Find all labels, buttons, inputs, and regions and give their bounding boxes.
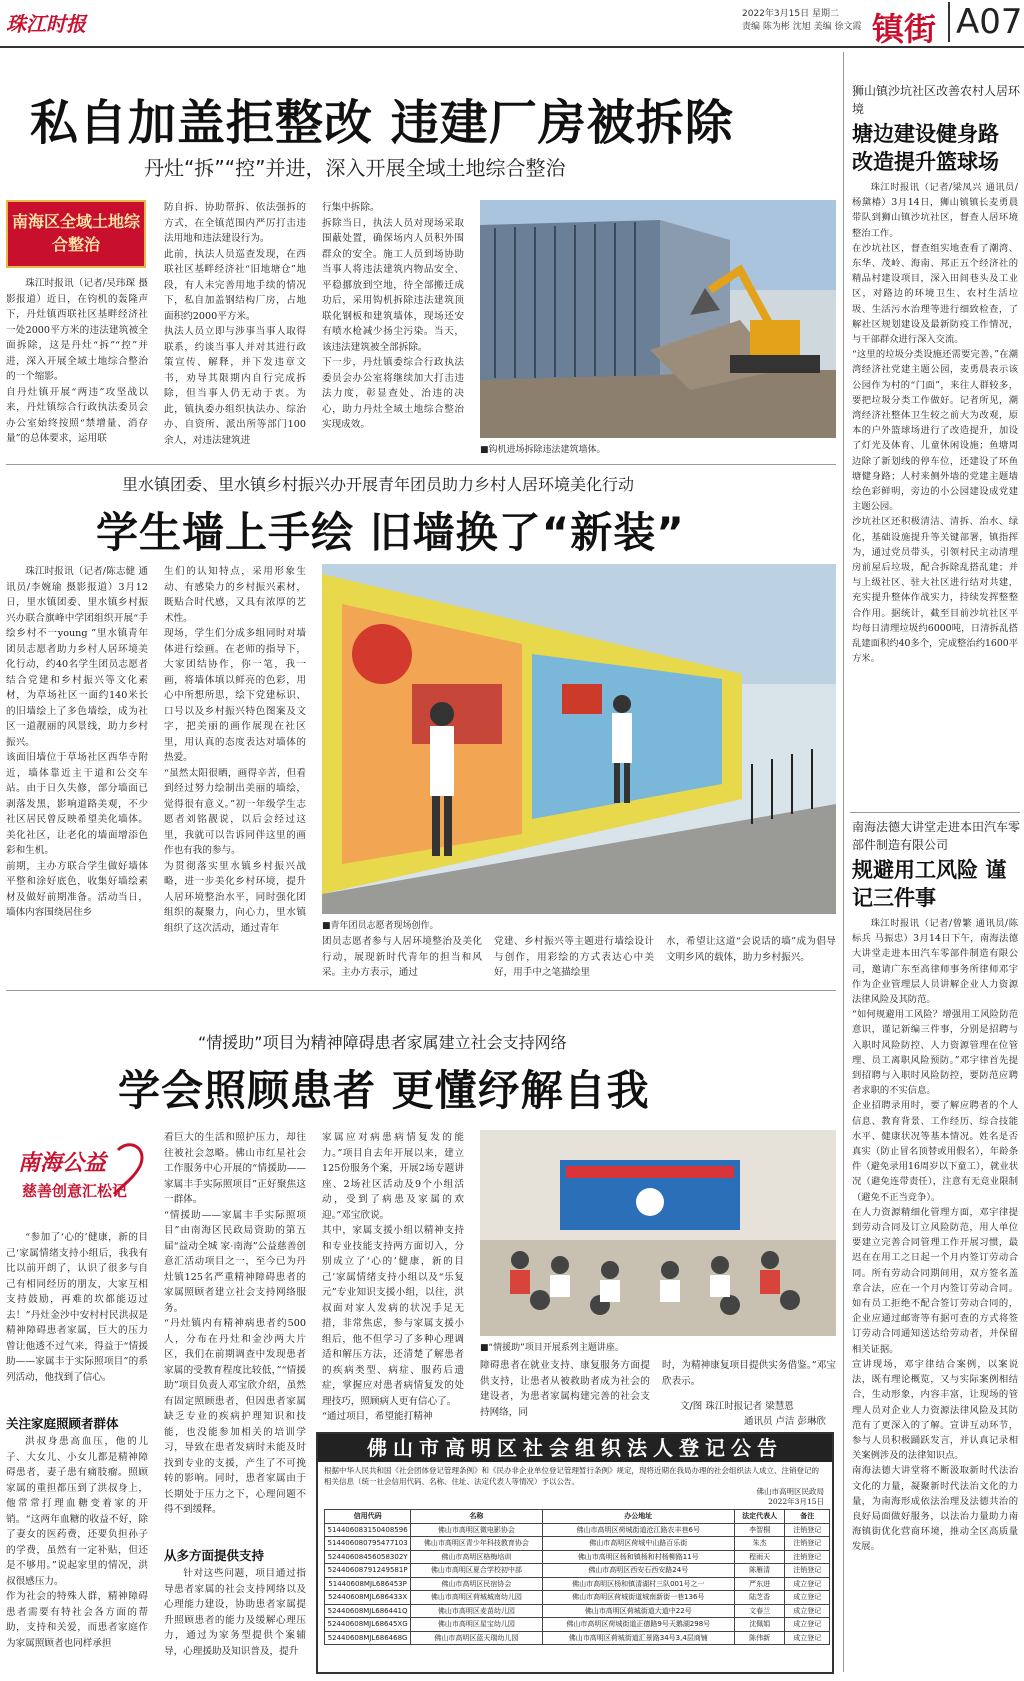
notice-table-row — [325, 1604, 830, 1618]
editor-credits: 责编 陈为彬 沈旭 美编 徐文霞 — [742, 22, 862, 32]
cell-code: 51440608MJL686453P — [325, 1577, 411, 1591]
story1-headline: 私自加盖拒整改 违建厂房被拆除 — [30, 95, 734, 151]
story3-column-3 — [322, 1130, 464, 1426]
notice-table — [324, 1509, 830, 1645]
story3-bottom-1 — [480, 1358, 650, 1428]
story3-subheading-2: 从多方面提供支持 — [164, 1548, 265, 1563]
page-number: A07 — [948, 2, 1023, 42]
cell-name: 佛山市高明区青少年科技教育协会 — [411, 1537, 543, 1551]
story3-column-2 — [164, 1130, 306, 1515]
header-name: 名称 — [411, 1510, 543, 1524]
demolition-scene-illustration — [480, 200, 836, 438]
story2-kicker: 里水镇团委、里水镇乡村振兴办开展青年团员助力乡村人居环境美化行动 — [122, 475, 635, 494]
charity-logo-title: 南海公益 — [18, 1150, 107, 1176]
story3-headline: 学会照顾患者 更懂纾解自我 — [118, 1066, 650, 1115]
story3-credit-2: 通讯员 卢洁 彭琳欣 — [744, 1416, 827, 1427]
story3-column-3-text: 家属应对病患病情复发的能力。”项目自去年开展以来，建立125份服务个案，开展2场专题讲座、2场社区活动及9个小组活动，受到了病患及家属的欢迎。”邓宝欣说。 其中，家属支援小组以精神支持和专业技能支持两方面切入，分别成立了‘心的’健康，新的目己’家属情绪支持小组以及“乐复元”专业知识支援小组，以往，洪叔面对家人发病的状况手足无措，非常焦虑，参与家属支援小组后，他不但学习了多种心理调适和解压方法，还清楚了解患者的疾病类型、病症、服药后遗症，掌握应对患者病情复发的处理技巧，照顾病人更有信心了。 “通过项目，希望能打精神 — [322, 1132, 464, 1422]
cell-name: 佛山市高明区格梅培训 — [411, 1550, 543, 1564]
story3-subheading-1: 关注家庭照顾者群体 — [6, 1416, 119, 1431]
story2-column-2 — [164, 564, 306, 978]
story2-bottom-2-text: 党建、乡村振兴等主题进行墙绘设计与创作，用彩绘的方式表达心中美好，用手中之笔描绘里 — [494, 936, 654, 978]
registration-notice — [316, 1432, 834, 1674]
charity-logo — [14, 1138, 150, 1210]
sidebar-story1-kicker: 狮山镇沙坑社区改善农村人居环境 — [852, 84, 1021, 116]
story1-column-2-text: 防自拆、协助帮拆、依法强拆的方式，在全镇范围内严厉打击违法用地和违法建设行为。 此前，执法人员巡查发现，在西联社区基畔经济社“旧地塘仓”地段，有人未完善用地手续的情况下，私自加盖钢结构厂房，占地面积约2000平方米。 执法人员立即与涉事当事人取得联系，约谈当事人并对其进行政策宣传、解释，并下发违章文书，劝导其限期内自行完成拆除，但当事人仍无动于衷。为此，镇执委办组织执法办、综治办、自资所、派出所等部门100余人，对违法建筑进 — [164, 202, 306, 446]
section-name: 镇街 — [872, 10, 937, 48]
cell-code: 52440608MJL68645XG — [325, 1618, 411, 1632]
story3-column-1b — [6, 1434, 148, 1674]
story2-bottom-3 — [666, 934, 836, 982]
cell-address: 佛山市高明区荷城街道汇景路34号3,4层商铺 — [542, 1631, 734, 1645]
story2-headline: 学生墙上手绘 旧墙换了“新装” — [96, 508, 685, 557]
story3-lecture-photo — [480, 1130, 836, 1336]
cell-address: 佛山市高明区杨和镇清湖村三队001号之一 — [542, 1577, 734, 1591]
sidebar-story2-body — [852, 916, 1018, 1674]
sidebar-story1-body-text: 珠江时报讯（记者/梁凤兴 通讯员/杨黛椿）3月14日，狮山镇镇长麦勇晨带队到狮山镇沙坑社区，督查人居环境整治工作。 在沙坑社区，督查组实地查看了潮湾、东华、茂岭、海南、邦正五个经济社的精品村建设项目，深入田间巷头及工业区，对路边的环境卫生、农村生活垃圾、生活污水治理等进行细致检查，了解社区规划建设及最新防疫工作情况，与干部群众进行深入交流。 “这里的垃圾分类设施还需要完善，”在潮湾经济社党建主题公园，麦勇晨表示该公园作为村的“门面”，来往人群较多，要把垃圾分类工作做好。记者所见，潮湾经济社整体卫生较之前大为改观，原本的户外篮球场进行了改造提升，加设了灯光及体育、儿童休闲设施；鱼塘周边除了新划线的停车位，还建设了环鱼塘健身路；人村来侧外墙的党建主题墙绘色彩鲜明，旁边的小公园建设成党建主题公园。 沙坑社区还积极清洁、清拆、治水、绿化，基础设施提升等关键部署，镇指挥为，通过党员带头，引领村民主动清理房前屋后垃圾，配合拆除乱搭乱建；并与上级社区、驻大社区进行结对共建，充实提升整体作战实力，持续发挥整整合作用。据统计，截至目前沙坑社区平均每日清理垃圾约6000吨，日清拆乱搭乱建面积约40多个，完成整治约1600平方米。 — [852, 182, 1018, 665]
story-separator — [6, 464, 836, 465]
story1-column-2 — [164, 200, 306, 456]
cell-code: 52440608791249581P — [325, 1564, 411, 1578]
cell-rep: 李智桐 — [734, 1523, 785, 1537]
story-separator — [6, 990, 836, 991]
story1-photo-caption: ■钩机进场拆除违法建筑墙体。 — [480, 445, 606, 455]
cell-note: 注销登记 — [785, 1550, 830, 1564]
cell-note: 成立登记 — [785, 1631, 830, 1645]
cell-code: 52440608456058302Y — [325, 1550, 411, 1564]
story3-photo-caption: ■“情援助”项目开展系列主题讲座。 — [480, 1343, 624, 1353]
cell-note: 成立登记 — [785, 1604, 830, 1618]
cell-address: 佛山市高明区荷城中山路百乐街 — [542, 1537, 734, 1551]
sidebar-story2-body-text: 珠江时报讯（记者/曾繁 通讯员/陈标兵 马振忠）3月14日下午，南海法德大讲堂走进本田汽车零部件制造有限公司，邀请广东至高律师事务所律师邓宇作为企业管理层人员讲解企业人力资源法律风险及其防范。 “如何规避用工风险？增强用工风险防范意识，谨记新编三件事，分别是招聘与入职时风险防控、人力资源管理在位管理、员工离职风险预防。”邓宇律首先提到招聘与入职时风险防控，要防范应聘者求职的不实信息。 企业招聘录用时，要了解应聘者的个人信息、教育背景、工作经历、综合技能水平、健康状况等基本情况。姓名是否真实（防止冒名顶替或用假名），年龄条件（避免录用16周岁以下童工），就业状况（避免连带责任），注意有无竞业限制（避免不正当竞争）。 在人力资源精细化管理方面，邓宇律提到劳动合同及订立风险防范，用人单位要建立完善合同管理工作开展习惯，最迟在在用工之日起一个月内签订劳动合同。所有劳动合同期间用，双方签名盖章合法，应在一个月内签订劳动合同。如有员工拒绝不配合签订劳动合同的，企业应通过邮寄等有据可查的方式将签订劳动合同通知送达给劳动者，并保留相关证据。 宣讲现场，邓宇律结合案例，以案说法，既有理论概览，又与实际案例相结合，生动形象，内容丰富，让现场的管理人员对企业人力资源法律风险及其防范有了更深入的了解。宣讲互动环节，参与人员积极踊跃发言，并认真记录相关案例涉及的法律知识点。 南海法德大讲堂将不断汲取新时代法治文化的力量，凝聚新时代法治文化的力量，为南海形成依法治理及法德共治的良好局面做好服务，以法治力量助力南海镇街优化营商环境，推动全区高质量发展。 — [852, 918, 1018, 1553]
notice-title: 佛山市高明区社会组织法人登记公告 — [318, 1434, 832, 1462]
story1-column-1-text: 珠江时报讯（记者/吴玮琛 摄影报道）近日，在钧机的轰隆声下，丹灶镇西联社区基畔经济社一处2000平方米的违法建筑被全面拆除，这是丹灶“拆”“控”并进，深入开展全域土地综合整治的一个缩影。 自丹灶镇开展“两违”攻坚战以来，丹灶镇综合行政执法委员会办公室始终按照“禁增量、消存量”的总体要求，运用联 — [6, 278, 148, 444]
cell-code: 51440608079547710​3 — [325, 1537, 411, 1551]
story2-bottom-1 — [322, 934, 482, 982]
story2-bottom-2 — [494, 934, 654, 982]
cell-note: 注销登记 — [785, 1564, 830, 1578]
charity-logo-subtitle: 慈善创意汇松记 — [22, 1182, 128, 1200]
sidebar-story1-body — [852, 180, 1018, 740]
notice-table-row — [325, 1537, 830, 1551]
cell-rep: 陈雁清 — [734, 1564, 785, 1578]
cell-address: 佛山市高明区西安石西安路24号 — [542, 1564, 734, 1578]
story2-mural-photo — [322, 564, 836, 914]
story3-bottom-2-text: 时，为精神康复项目提供实务借鉴。”邓宝欣表示。 — [662, 1360, 836, 1387]
newspaper-logo: 珠江时报 — [6, 12, 86, 36]
story3-bottom-2 — [662, 1358, 836, 1392]
notice-intro: 根据中华人民共和国《社会团体登记管理条例》和《民办非企业单位登记管理暂行条例》规定，现将近期在我局办理的社会组织法人成立、注销登记的相关信息（统一社会信用代码、名称、住址、法定代表人等情况）予以公告。 — [324, 1466, 819, 1486]
cell-address: 佛山市高明区荷城街道沧江路农丰巷6号 — [542, 1523, 734, 1537]
story2-photo-caption: ■青年团员志愿者现场创作。 — [322, 921, 439, 931]
story2-column-2-text: 生们的认知特点，采用形象生动、有感染力的乡村振兴素材，既贴合时代感，又具有浓厚的艺术性。 现场，学生们分成多组同时对墙体进行绘画。在老师的指导下，大家团结协作，你一笔，我一画，将墙体填以鲜亮的色彩，用心中所想所思，绘下党建标识、口号以及乡村振兴特色图案及文字，把美丽的画作展现在社区里，用认真的态度表达对墙体的热爱。 “虽然太阳很晒，画得辛苦，但看到经过努力绘制出美丽的墙绘，觉得很有意义。”初一年级学生志愿者刘铭靓说，以后会经过这里，我就可以告诉同伴这里的画作也有我的参与。 为贯彻落实里水镇乡村振兴战略，进一步美化乡村环境，提升人居环境整治水平，同时强化团组织的凝聚力，向心力，里水镇组织了这次活动，通过青年 — [164, 566, 306, 934]
cell-note: 成立登记 — [785, 1591, 830, 1605]
story3-column-2b-text: 针对这些问题，项目通过指导患者家属的社会支持网络以及心理能力建设，协助患者家属提升照顾患者的能力及缓解心理压力，通过为家务型提供个案辅导，心理援助及知识普及，提升 — [164, 1568, 306, 1657]
cell-rep: 朱杰 — [734, 1537, 785, 1551]
cell-rep: 陆芝香 — [734, 1591, 785, 1605]
story1-column-1 — [6, 276, 148, 456]
notice-table-row — [325, 1564, 830, 1578]
story1-column-3 — [322, 200, 464, 456]
notice-table-row — [325, 1591, 830, 1605]
mural-painting-illustration — [322, 564, 836, 914]
notice-table-row — [325, 1550, 830, 1564]
column-divider — [843, 52, 844, 1672]
story1-column-3-text: 行集中拆除。 拆除当日，执法人员对现场采取围蔽处置，确保场内人员积外围群众的安全。施工人员到场协助当事人将违法建筑内物品安全、平稳挪放到空地，待全部搬迁成功后，采用钩机拆除违法建筑顶联化钢板和建筑墙体，现场还安有喷水枪减少扬尘污染。当天，该违法建筑被全部拆除。 下一步，丹灶镇委综合行政执法委员会办公室将继续加大打击违法力度，彰显查处、治违的决心，助力丹灶全域土地综合整治实现成效。 — [322, 202, 464, 430]
cell-rep: 文春兰 — [734, 1604, 785, 1618]
cell-name: 佛山市高明区蓝天瑞幼儿园 — [411, 1631, 543, 1645]
cell-name: 佛山市高明区荷城城南幼儿园 — [411, 1591, 543, 1605]
cell-note: 成立登记 — [785, 1577, 830, 1591]
cell-address: 佛山市高明区杨和镇杨和村杨柳路11号 — [542, 1550, 734, 1564]
cell-address: 佛山市高明区荷城街道城南新街一巷136号 — [542, 1591, 734, 1605]
cell-name: 佛山市高明区星宝幼儿园 — [411, 1618, 543, 1632]
notice-table-row — [325, 1618, 830, 1632]
cell-name: 佛山市高明区夏合学校初中部 — [411, 1564, 543, 1578]
cell-name: 佛山市高明区麦苗幼儿园 — [411, 1604, 543, 1618]
story3-kicker: “情援助”项目为精神障碍患者家属建立社会支持网络 — [198, 1033, 567, 1052]
notice-table-header — [325, 1510, 830, 1524]
cell-code: 51440608315040859​6 — [325, 1523, 411, 1537]
story1-demolition-photo — [480, 200, 836, 438]
cell-note: 成立登记 — [785, 1618, 830, 1632]
story2-bottom-1-text: 团员志愿者参与人居环境整治及美化行动，展现新时代青年的担当和风采。主办方表示，通过 — [322, 936, 482, 978]
notice-date: 2022年3月15日 — [768, 1497, 824, 1506]
story3-bottom-1-text: 障碍患者在就业支持、康复服务方面提供支持，让患者从被救助者成为社会的建设者，为患者家属构建完善的社会支持网络，同 — [480, 1360, 650, 1418]
sidebar-story1-title: 塘边建设健身路 改造提升篮球场 — [852, 122, 999, 174]
issue-meta — [742, 8, 861, 34]
story2-bottom-3-text: 水，希望让这道“会说话的墙”成为倡导文明乡风的载体，助力乡村振兴。 — [666, 936, 836, 963]
story2-column-1-text: 珠江时报讯（记者/陈志健 通讯员/李婉瑜 摄影报道）3月12日，里水镇团委、里水镇乡村振兴办联合旗峰中学团组织开展“手绘乡村不一young ”里水镇青年团员志愿者助力乡村人居环境美化行动，约40名学生团员志愿者结合党建和乡村振兴等文化素材，为草场社区一面约140米长的旧墙绘上了多色墙绘，成为社区一道靓丽的风景线，助力乡村振兴。 该面旧墙位于草场社区西华寺附近，墙体靠近主干道和公交车站。由于日久失修，部分墙面已剥落发黑，影响道路美观，不少社区居民曾反映希望美化墙体。美化社区，让老化的墙面增添色彩和生机。 前期，主办方联合学生做好墙体平整和涂好底色，收集好墙绘素材及做好前期准备。活动当日，墙体内容围绕居住乡 — [6, 566, 148, 918]
header-code: 信用代码 — [325, 1510, 411, 1524]
story3-credit-1: 文/图 珠江时报记者 梁慧恩 — [680, 1401, 794, 1412]
sidebar-story2-title: 规避用工风险 谨记三件事 — [852, 858, 1007, 910]
header-address: 办公地址 — [542, 1510, 734, 1524]
cell-name: 佛山市高明区微电影协会 — [411, 1523, 543, 1537]
story1-subhead: 丹灶“拆”“控”并进，深入开展全域土地综合整治 — [144, 156, 566, 180]
story3-column-1b-text: 洪叔身患高血压，他的儿子、大女儿、小女儿都是精神障碍患者，妻子患有痛肢瘤。照顾家属的重担都压到了洪叔身上，他常常打理血糖变着家的开销。“这两年血糖的收益不好，除了妻女的医药费，还要负担孙子的学费，虽然有一定补贴，但还是不够用。”说起家里的情况，洪叔很感压力。 作为社会的特殊人群，精神障碍患者需要有特社会各方面的帮助，支持和关爱，而患者家庭作为家属照顾者也同样承担 — [6, 1436, 148, 1649]
issue-date: 2022年3月15日 星期二 — [742, 9, 839, 19]
cell-code: 52440608MJL686468G — [325, 1631, 411, 1645]
sidebar-separator — [850, 812, 1020, 813]
notice-table-row — [325, 1631, 830, 1645]
notice-issuer: 佛山市高明区民政局 — [756, 1487, 824, 1496]
notice-table-row — [325, 1523, 830, 1537]
cell-rep: 程雨天 — [734, 1550, 785, 1564]
story3-column-1-text: “参加了‘心的’健康，新的目己‘家属情绪支持小组后，我我有比以前开朗了，认识了很多与自己有相同经历的朋友，大家互相支持鼓励，再难的坎都能迈过去！”丹灶金沙中安村村民洪叔是精神障碍患者家属，巨大的压力曾让他透不过气来，得益于“情援助——家属丰于实际照项目”的系列活动，他找到了信心。 — [6, 1232, 148, 1383]
header-note: 备注 — [785, 1510, 830, 1524]
cell-note: 注销登记 — [785, 1523, 830, 1537]
story2-column-1 — [6, 564, 148, 978]
cell-address: 佛山市高明区荷城街道大道中22号 — [542, 1604, 734, 1618]
notice-table-row — [325, 1577, 830, 1591]
cell-code: 52440608MJL686433X — [325, 1591, 411, 1605]
cell-name: 佛山市高明区民宿协会 — [411, 1577, 543, 1591]
story3-column-2b — [164, 1566, 306, 1674]
cell-address: 佛山市高明区荷城街道正德路9号天鹅湖298号 — [542, 1618, 734, 1632]
story3-column-1 — [6, 1230, 148, 1410]
notice-table-body — [325, 1523, 830, 1645]
cell-code: 52440608MJL686441Q — [325, 1604, 411, 1618]
lecture-scene-illustration — [480, 1130, 836, 1336]
cell-rep: 沈佩娟 — [734, 1618, 785, 1632]
story1-topic-badge: 南海区全域土地综合整治 — [6, 200, 146, 268]
cell-rep: 严东进 — [734, 1577, 785, 1591]
header-rep: 法定代表人 — [734, 1510, 785, 1524]
masthead — [0, 0, 1024, 48]
sidebar-story2-kicker: 南海法德大讲堂走进本田汽车零部件制造有限公司 — [852, 820, 1021, 852]
story3-column-2-text: 看巨大的生活和照护压力，却往往被社会忽略。佛山市红星社会工作服务中心开展的“情援助——家属丰手实际照项目”正好聚焦这一群体。 “情援助——家属丰手实际照项目”由南海区民政局资助的第五届“益动全城 家·南海”公益慈善创意汇活动项目之一，至今已为丹灶镇125名严重精神障碍患者的家属照顾者建立社会支持网络服务。 “丹灶镇内有精神病患者约500人，分布在丹灶和金沙两大片区，我们在前期调查中发现患者家属的受教育程度比较低，”“情援助”项目负责人邓宝欣介绍，虽然有固定照顾患者，但因患者家属缺乏专业的疾病护理知识和技能，也没能参加相关的培训学习，导致在患者发病时未能及时找到专业的支援，产生了不可挽转的影响。同时，患者家属由于长期处于压力之下，心理问题不得不到缓释。 — [164, 1132, 306, 1515]
cell-note: 注销登记 — [785, 1537, 830, 1551]
cell-rep: 陈伟新 — [734, 1631, 785, 1645]
